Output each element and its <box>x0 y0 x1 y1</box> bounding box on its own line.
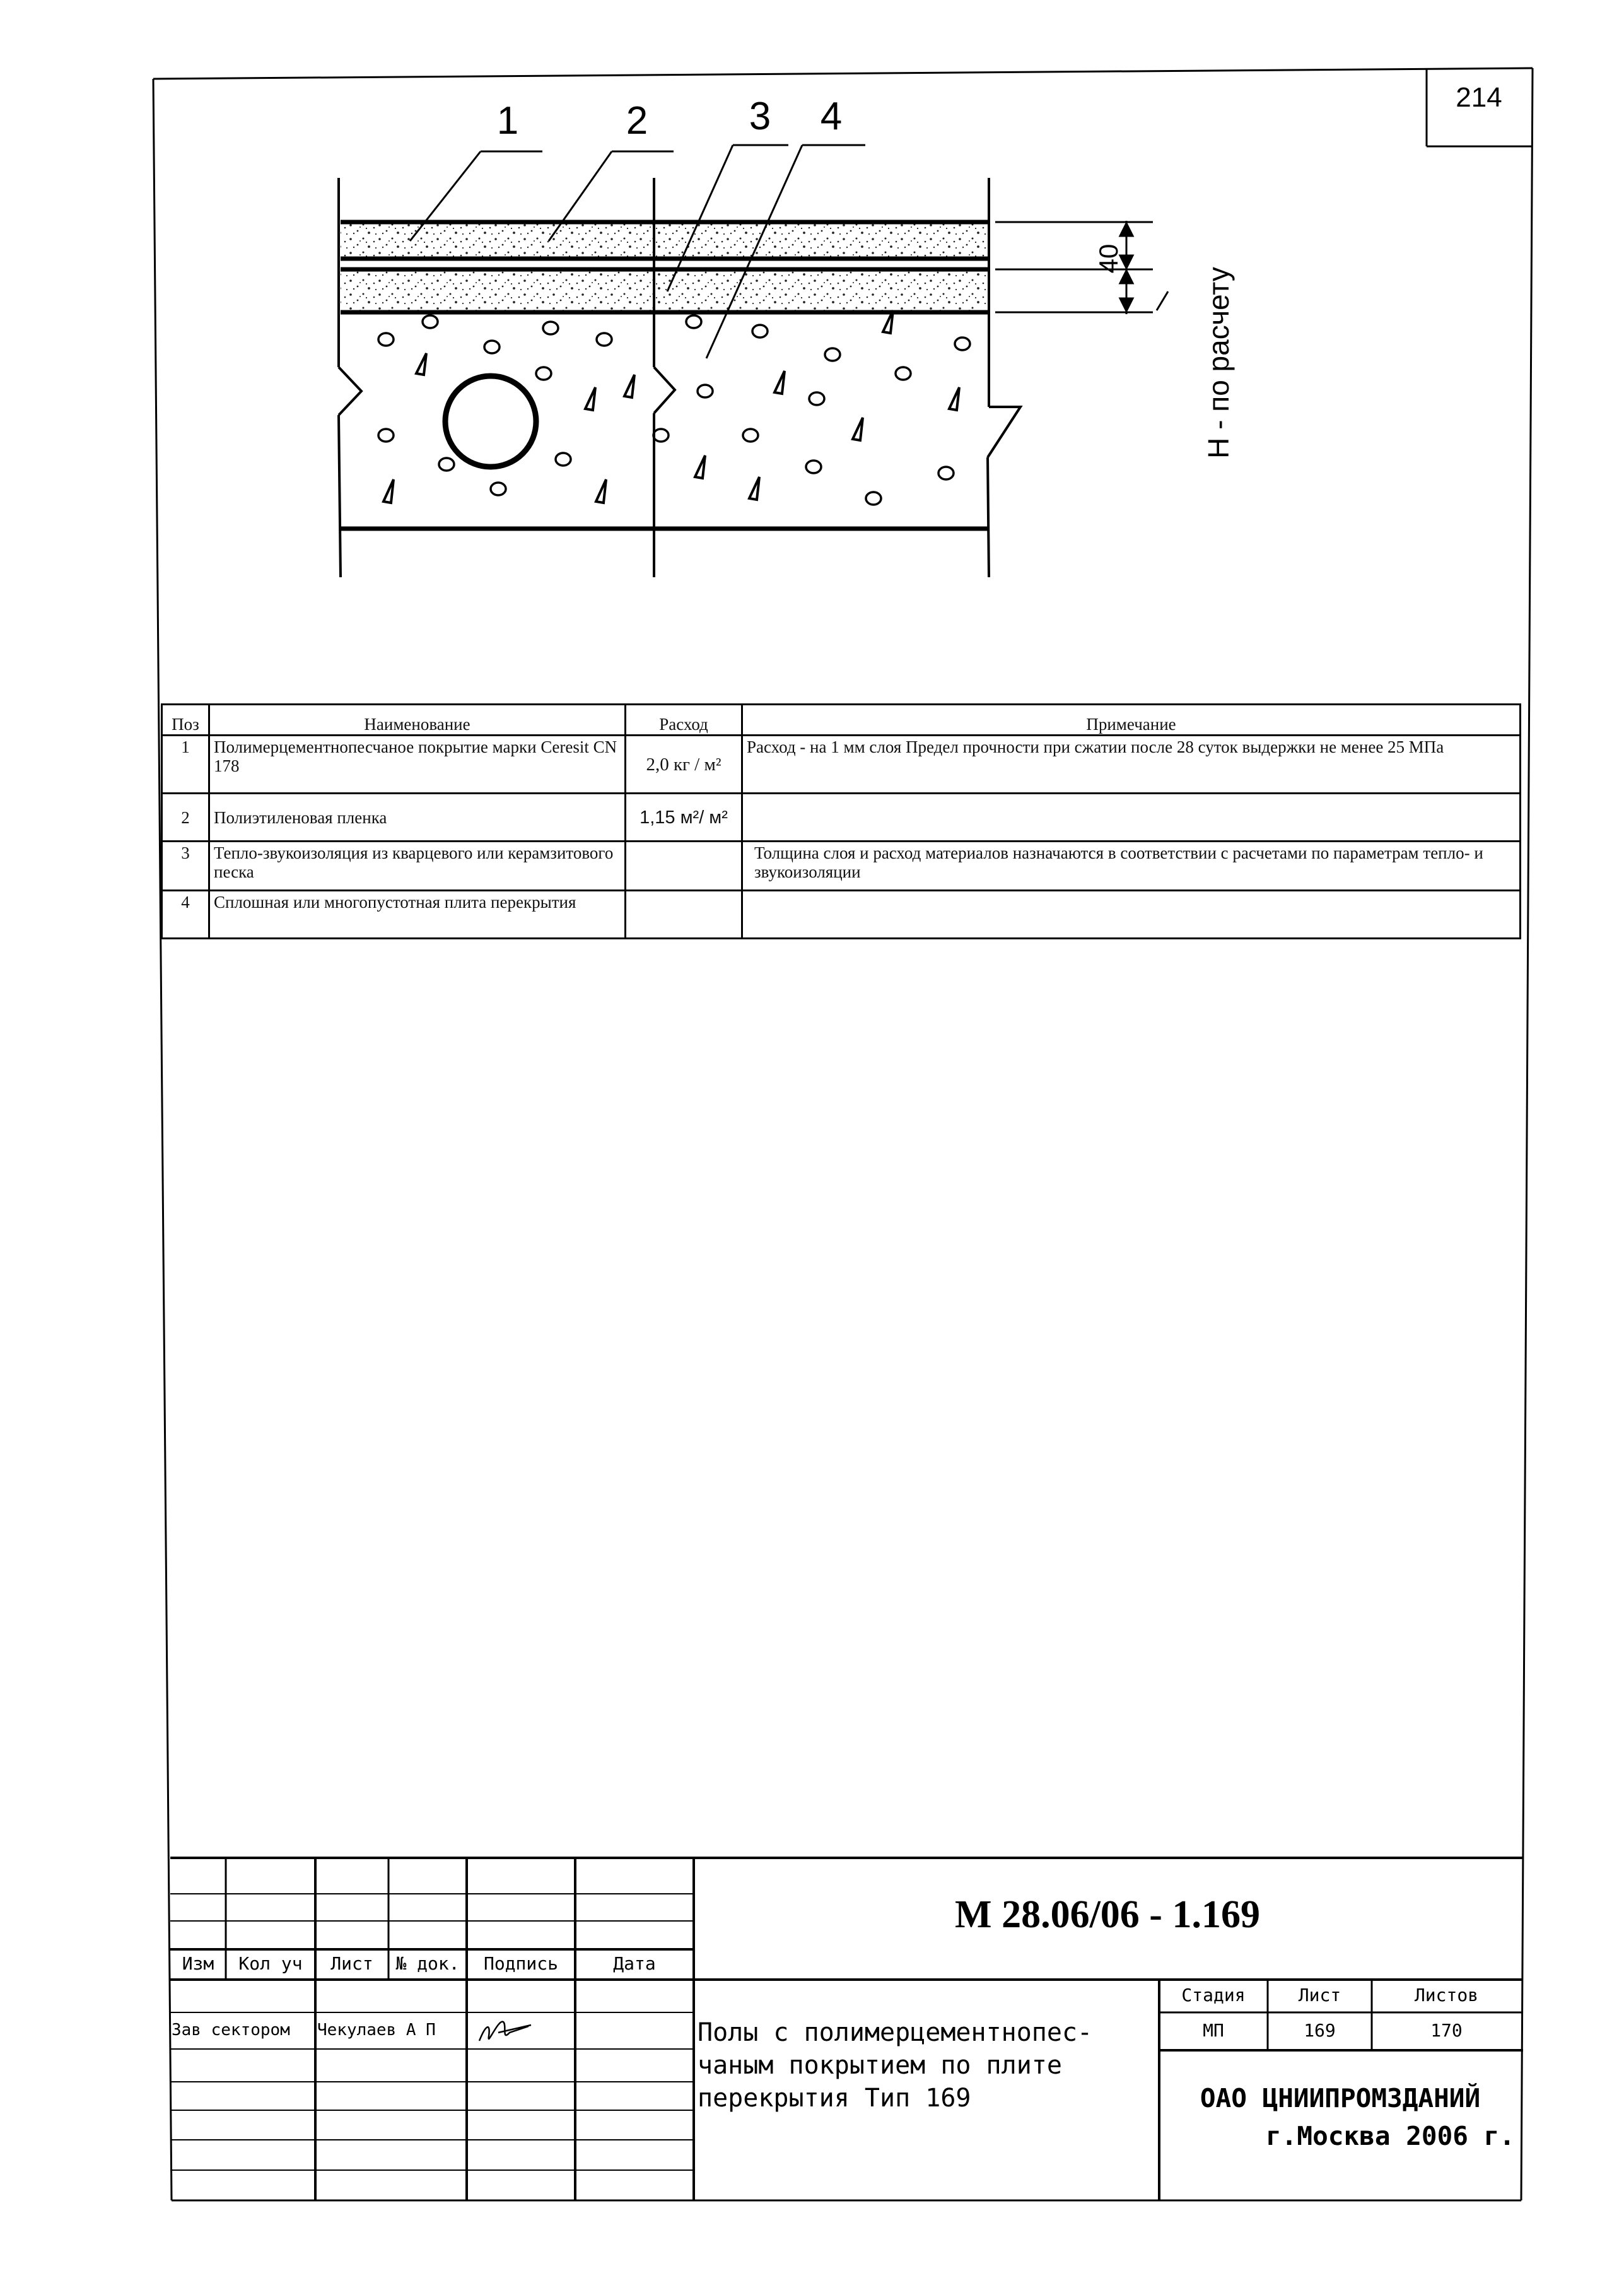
column-list: Лист <box>330 1953 373 1974</box>
sheet-frame <box>153 68 1533 2200</box>
header-note: Примечание <box>742 705 1521 736</box>
drawing-title-line: чаным покрытием по плите <box>698 2051 1062 2080</box>
row-name: Тепло-звукоизоляция из кварцевого или керамзитового песка <box>209 842 626 891</box>
person-name: Чекулаев А П <box>317 2021 436 2040</box>
row-name: Полиэтиленовая пленка <box>209 794 626 842</box>
row-pos: 4 <box>162 891 209 939</box>
row-name: Полимерцементнопесчаное покрытие марки Ceresit CN 178 <box>209 736 626 794</box>
table-row <box>162 891 1521 939</box>
height-note: H - по расчету <box>1202 267 1235 459</box>
row-consumption: 1,15 м²/ м² <box>626 794 742 842</box>
row-pos: 3 <box>162 842 209 891</box>
signature <box>479 2022 531 2041</box>
stage-label: Стадия <box>1181 1985 1246 2005</box>
row-name: Сплошная или многопустотная плита перекрытия <box>209 891 626 939</box>
layer-3-sand-insulation <box>341 271 988 310</box>
floor-section-drawing <box>339 95 1235 577</box>
organization-city-year: г.Москва 2006 г. <box>1266 2121 1515 2151</box>
drawing-title <box>698 2016 1158 2115</box>
sheet-label: Лист <box>1298 1985 1341 2005</box>
dimension-40: 40 <box>1094 244 1123 274</box>
table-row <box>162 736 1521 794</box>
header-name: Наименование <box>209 705 626 736</box>
hollow-core <box>445 376 536 467</box>
drawing-title-line: перекрытия Тип 169 <box>698 2084 971 2113</box>
table-row <box>162 842 1521 891</box>
callout-2: 2 <box>626 99 648 143</box>
stage-value: МП <box>1203 2020 1224 2041</box>
sheets-label: Листов <box>1414 1985 1479 2005</box>
callout-1: 1 <box>496 99 519 143</box>
callout-3: 3 <box>749 95 771 138</box>
row-pos: 1 <box>162 736 209 794</box>
row-consumption <box>626 891 742 939</box>
row-note: Расход - на 1 мм слоя Предел прочности при сжатии после 28 суток выдержки не менее 25 МПа <box>742 736 1521 794</box>
column-kol-uch: Кол уч <box>238 1953 303 1974</box>
organization-name: ОАО ЦНИИПРОМЗДАНИЙ <box>1200 2083 1481 2113</box>
sheets-value: 170 <box>1430 2020 1463 2041</box>
role-label: Зав сектором <box>172 2021 290 2040</box>
sheet-value: 169 <box>1304 2020 1336 2041</box>
document-code: М 28.06/06 - 1.169 <box>955 1893 1260 1936</box>
specification-table <box>161 703 1521 939</box>
sheet-number: 214 <box>1456 82 1502 113</box>
table-header-row <box>162 705 1521 736</box>
row-note: Толщина слоя и расход материалов назначаются в соответствии с расчетами по параметрам тепло- и звукоизоляции <box>742 842 1521 891</box>
column-izm: Изм <box>182 1953 214 1974</box>
column-date: Дата <box>613 1953 656 1974</box>
row-consumption <box>626 842 742 891</box>
layer-1-coating <box>341 224 988 257</box>
header-consumption: Расход <box>626 705 742 736</box>
column-signature: Подпись <box>483 1953 558 1974</box>
header-pos: Поз <box>162 705 209 736</box>
row-note <box>742 891 1521 939</box>
column-doc-no: № док. <box>395 1953 460 1974</box>
row-note <box>742 794 1521 842</box>
row-consumption: 2,0 кг / м² <box>626 736 742 794</box>
drawing-title-line: Полы с полимерцементнопес- <box>698 2018 1093 2047</box>
row-pos: 2 <box>162 794 209 842</box>
callout-4: 4 <box>820 95 843 138</box>
table-row <box>162 794 1521 842</box>
